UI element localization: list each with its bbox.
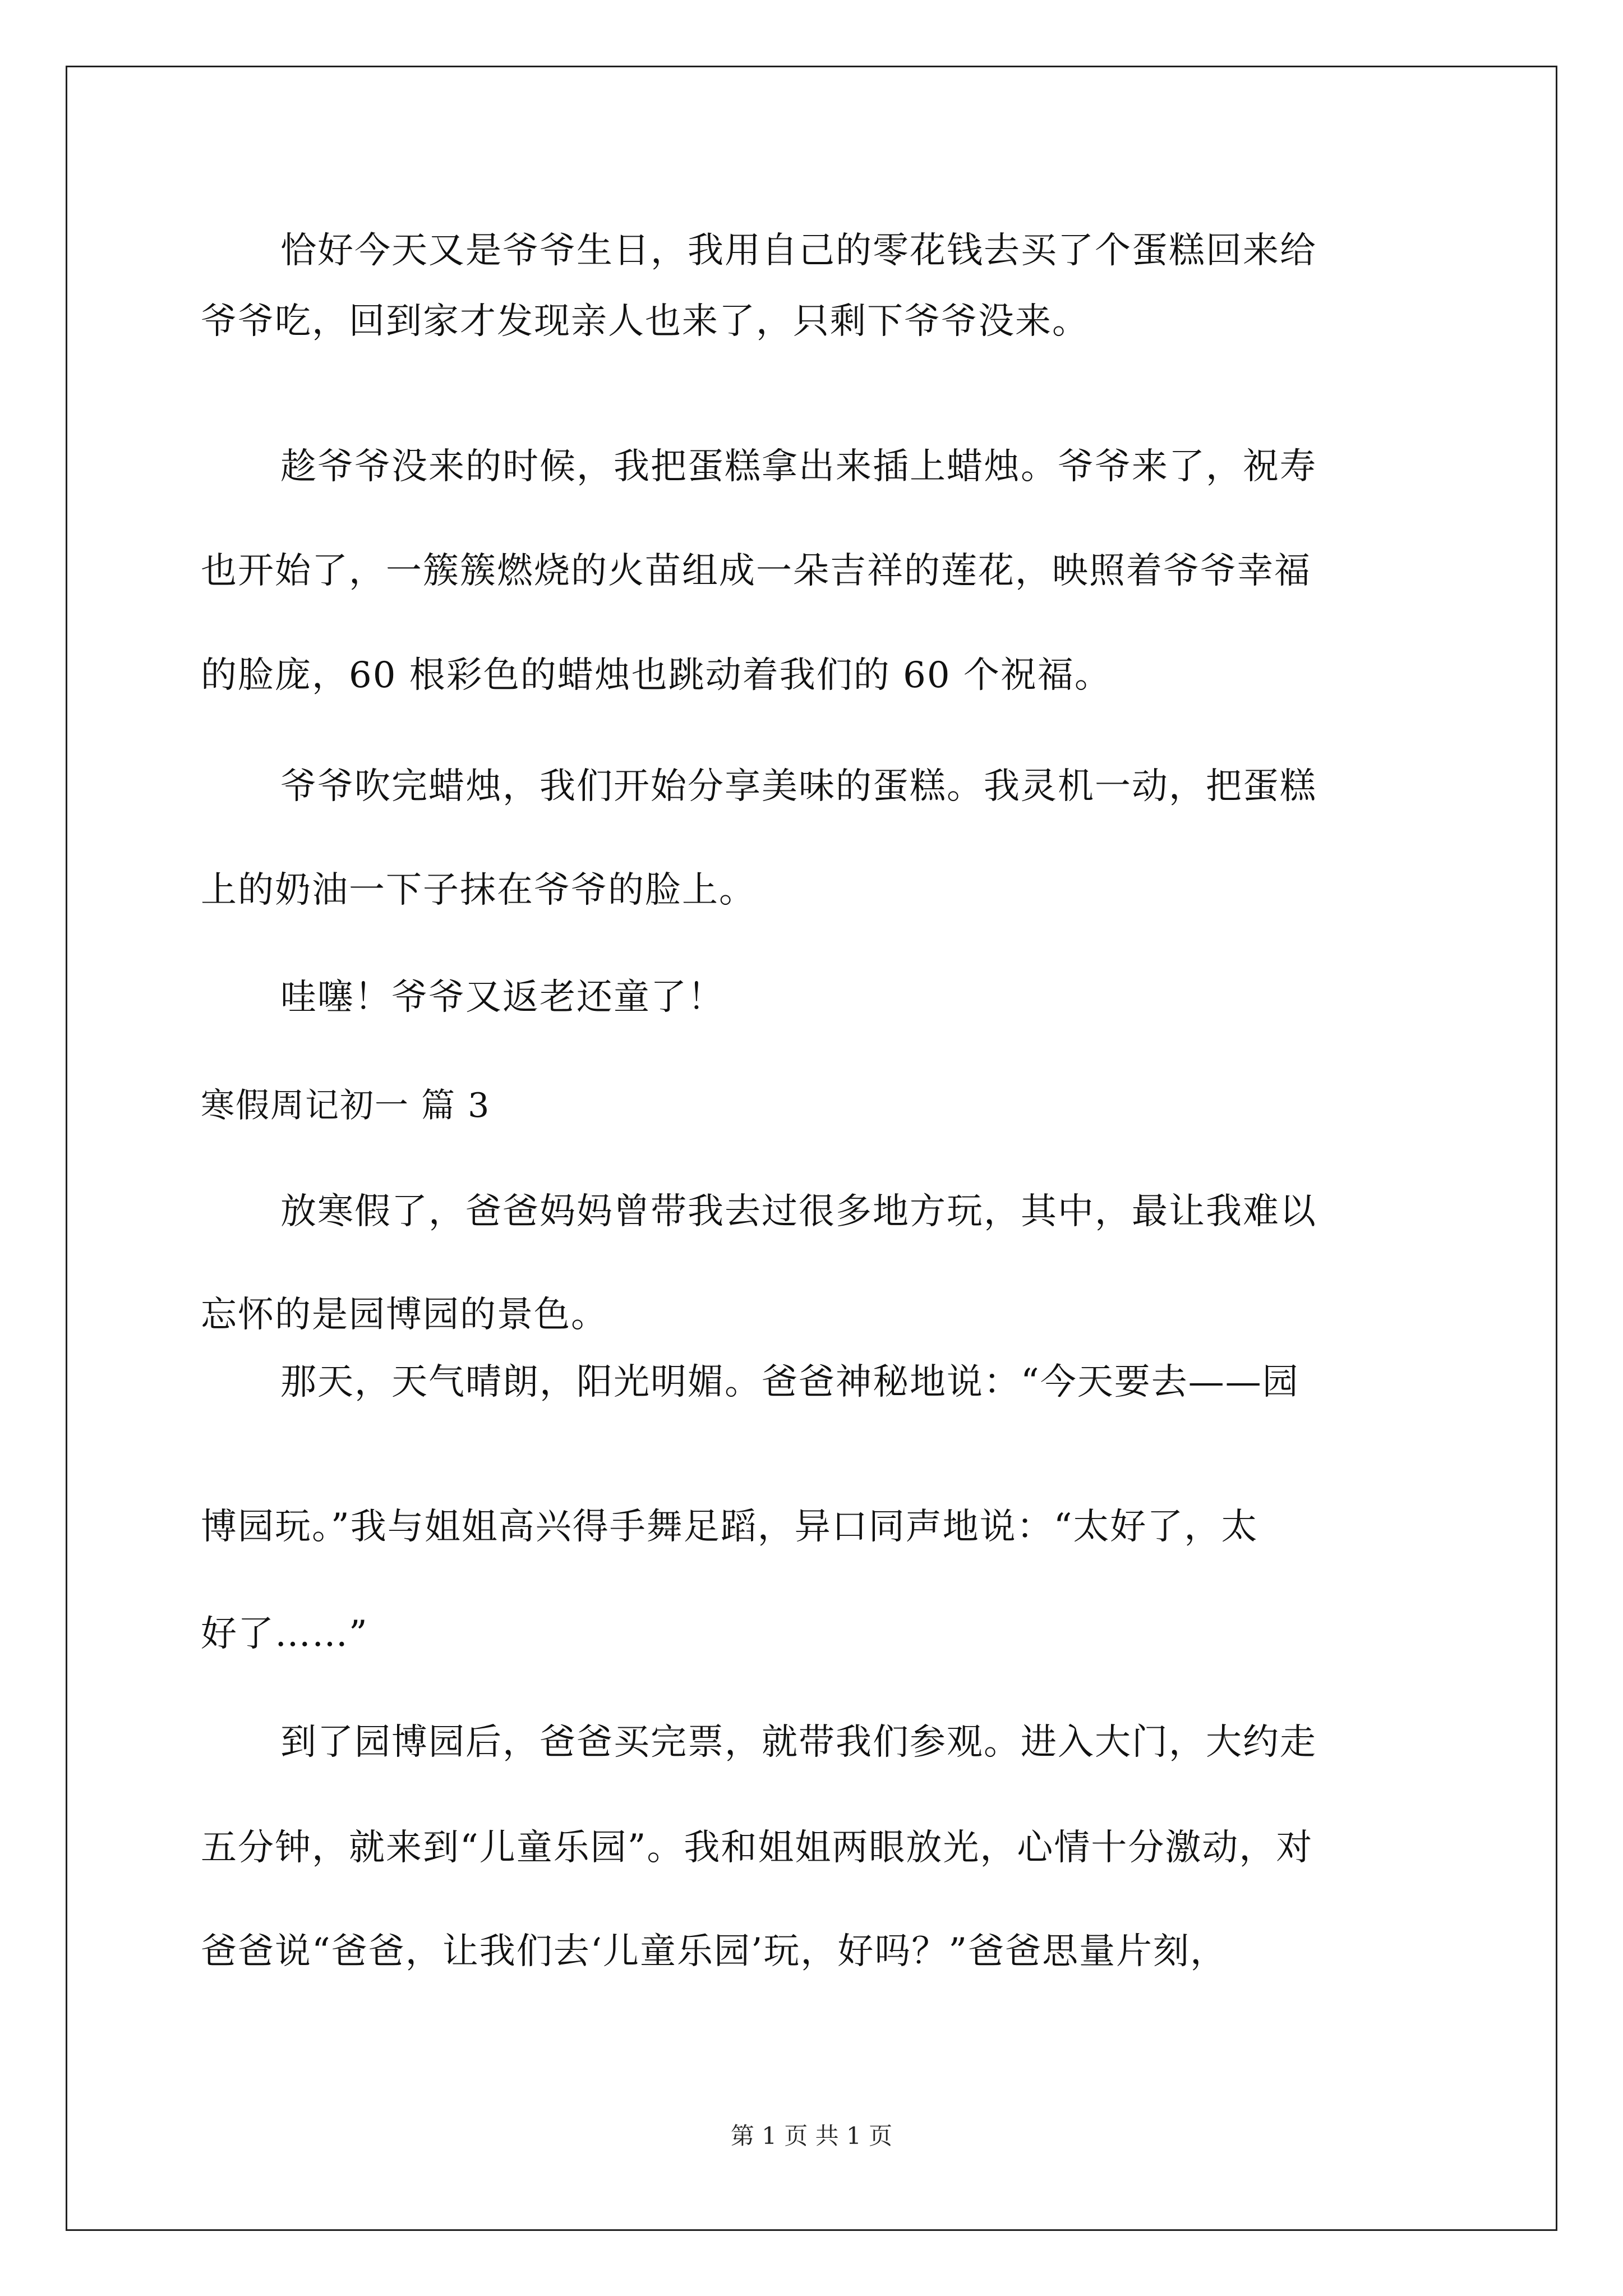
paragraph-line: 五分钟，就来到“儿童乐园”。我和姐姐两眼放光，心情十分激动，对 [201,1827,1313,1869]
paragraph-line: 爸爸说“爸爸，让我们去‘儿童乐园’玩，好吗？”爸爸思量片刻， [201,1931,1228,1972]
paragraph-line: 忘怀的是园博园的景色。 [201,1294,608,1336]
paragraph-line: 那天，天气晴朗，阳光明媚。爸爸神秘地说：“今天要去——园 [280,1361,1299,1403]
page-number-footer: 第 1 页 共 1 页 [730,2122,893,2150]
paragraph-line: 也开始了，一簇簇燃烧的火苗组成一朵吉祥的莲花，映照着爷爷幸福 [201,550,1311,592]
paragraph-line: 的脸庞，60 根彩色的蜡烛也跳动着我们的 60 个祝福。 [201,655,1112,696]
paragraph-line: 恰好今天又是爷爷生日，我用自己的零花钱去买了个蛋糕回来给 [280,230,1317,272]
paragraph-line: 到了园博园后，爸爸买完票，就带我们参观。进入大门，大约走 [280,1722,1317,1763]
paragraph-line: 趁爷爷没来的时候，我把蛋糕拿出来插上蜡烛。爷爷来了，祝寿 [280,446,1317,487]
paragraph-line: 爷爷吹完蜡烛，我们开始分享美味的蛋糕。我灵机一动，把蛋糕 [280,766,1317,807]
section-heading: 寒假周记初一 篇 3 [201,1086,491,1125]
paragraph-line: 放寒假了，爸爸妈妈曾带我去过很多地方玩，其中，最让我难以 [280,1191,1317,1232]
paragraph-line: 上的奶油一下子抹在爷爷的脸上。 [201,869,756,911]
paragraph-line: 好了……” [201,1613,368,1655]
paragraph-line: 哇噻！爷爷又返老还童了！ [280,977,725,1018]
paragraph-line: 爷爷吃，回到家才发现亲人也来了，只剩下爷爷没来。 [201,301,1089,342]
page-border [66,66,1557,2231]
paragraph-line: 博园玩。”我与姐姐高兴得手舞足蹈，异口同声地说：“太好了，太 [201,1506,1258,1548]
